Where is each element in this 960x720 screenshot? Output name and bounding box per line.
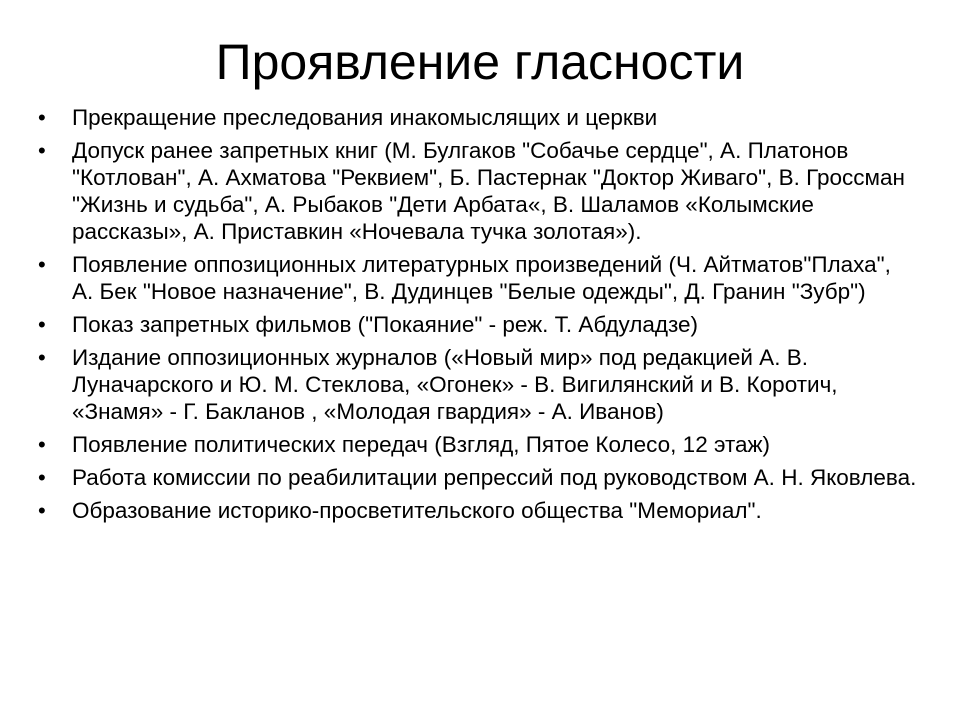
bullet-icon: • bbox=[38, 138, 46, 163]
bullet-icon: • bbox=[38, 105, 46, 130]
bullet-item bbox=[38, 464, 918, 491]
bullet-text: Появление политических передач (Взгляд, Пятое Колесо, 12 этаж) bbox=[72, 432, 771, 457]
bullet-item bbox=[38, 251, 918, 305]
bullet-text: Издание оппозиционных журналов («Новый мир» под редакцией А. В. Луначарского и Ю. М. Стеклова, «Огонек» - В. Вигилянский и В. Коротич, «Знамя» - Г. Бакланов , «Молодая гвардия» - А. Иванов) bbox=[72, 345, 838, 424]
bullet-icon: • bbox=[38, 345, 46, 370]
bullet-icon: • bbox=[38, 432, 46, 457]
bullet-item bbox=[38, 104, 918, 131]
bullet-icon: • bbox=[38, 498, 46, 523]
bullet-text: Прекращение преследования инакомыслящих и церкви bbox=[72, 105, 658, 130]
bullet-item bbox=[38, 497, 918, 524]
bullet-icon: • bbox=[38, 465, 46, 490]
bullet-item bbox=[38, 137, 918, 245]
bullet-text: Образование историко-просветительского общества "Мемориал". bbox=[72, 498, 762, 523]
bullet-text: Допуск ранее запретных книг (М. Булгаков "Собачье сердце", А. Платонов "Котлован", А. Ахматова "Реквием", Б. Пастернак "Доктор Живаго", В. Гроссман "Жизнь и судьба", А. Рыбаков "Дети Арбата«, В. Шаламов «Колымские рассказы», А. Приставкин «Ночевала тучка золотая»). bbox=[72, 138, 905, 244]
bullet-icon: • bbox=[38, 252, 46, 277]
bullet-text: Работа комиссии по реабилитации репрессий под руководством А. Н. Яковлева. bbox=[72, 465, 917, 490]
bullet-item bbox=[38, 344, 918, 425]
bullet-item bbox=[38, 311, 918, 338]
bullet-list bbox=[38, 104, 918, 530]
bullet-text: Показ запретных фильмов ("Покаяние" - реж. Т. Абдуладзе) bbox=[72, 312, 699, 337]
bullet-item bbox=[38, 431, 918, 458]
slide-title: Проявление гласности bbox=[215, 34, 745, 90]
bullet-text: Появление оппозиционных литературных произведений (Ч. Айтматов"Плаха", А. Бек "Новое назначение", В. Дудинцев "Белые одежды", Д. Гранин "Зубр") bbox=[72, 252, 891, 304]
bullet-icon: • bbox=[38, 312, 46, 337]
